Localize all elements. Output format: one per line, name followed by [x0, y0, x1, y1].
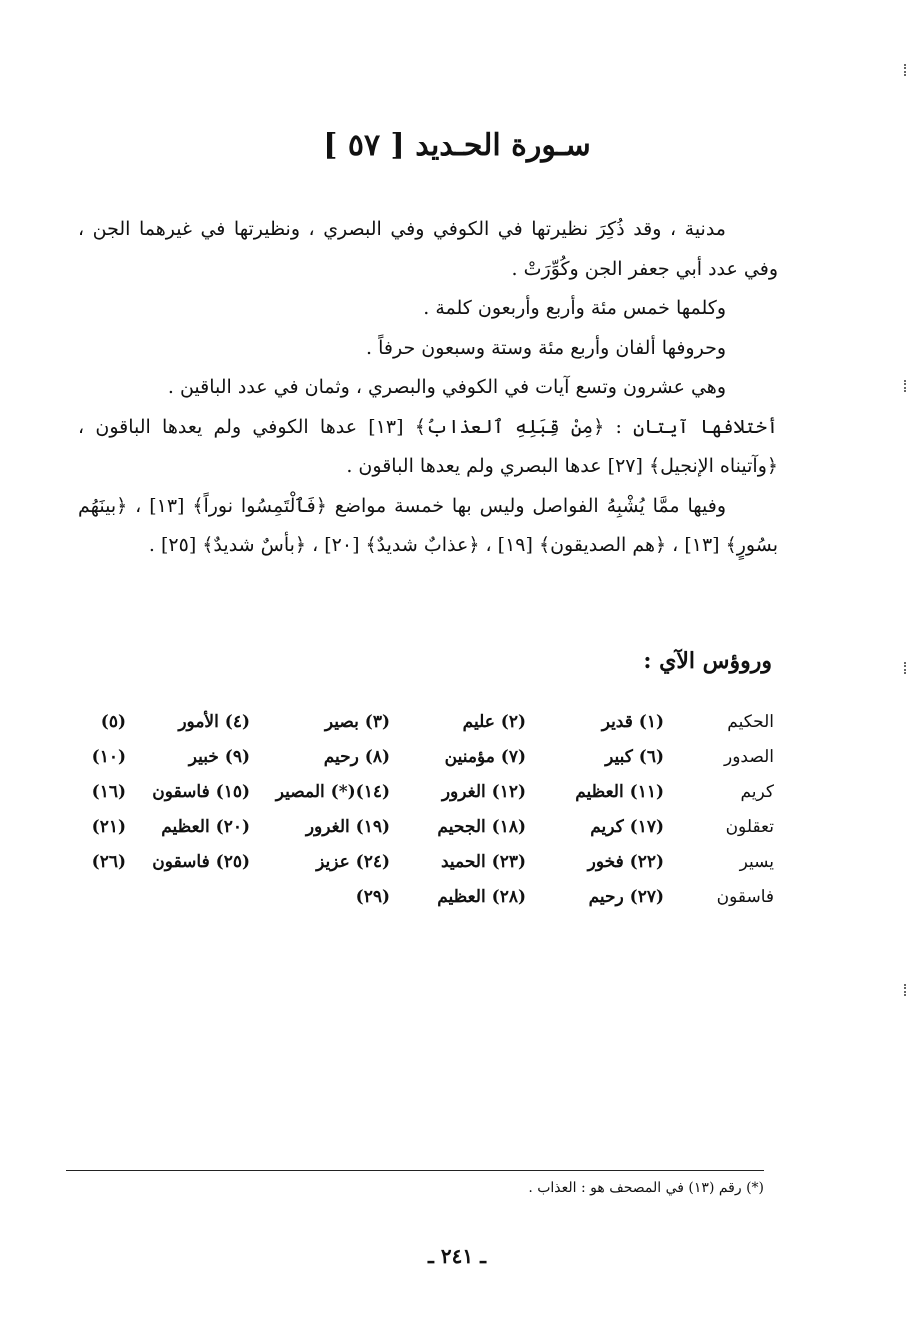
verse-entry: (٨) رحيم	[323, 747, 390, 767]
verse-entry: كريم	[740, 782, 774, 802]
verse-entry: (١٢) الغرور	[441, 782, 526, 802]
verse-entry: (١٧) كريم	[590, 817, 664, 837]
verse-entry: (٢٣) الحميد	[440, 852, 526, 872]
verse-column	[110, 705, 250, 880]
verse-entry: تعقلون	[725, 817, 774, 837]
verse-entry: يسير	[739, 852, 774, 872]
differences-paragraph: أختلافها آيتان : ﴿مِنْ قِبَلِهِ ٱلعذابُ﴾ [١٣] عدها الكوفي ولم يعدها الباقون ، ﴿وآتيناه الإنجيل﴾ [٢٧] عدها البصري ولم يعدها الباقون .	[78, 415, 779, 477]
verse-entry: (٩) خبير	[188, 747, 250, 767]
verse-entry: (١٩) الغرور	[305, 817, 390, 837]
verse-column	[386, 705, 526, 915]
verse-entry: (٢١)	[91, 817, 126, 837]
verse-heads-table	[70, 705, 774, 945]
verse-entry: (٢٦)	[91, 852, 126, 872]
margin-mark	[904, 662, 910, 674]
similar-endings-paragraph: وفيها ممَّا يُشْبِهُ الفواصل وليس بها خمسة مواضع ﴿فَٱلْتَمِسُوا نوراً﴾ [١٣] ، ﴿بينَهُم بسُورٍ﴾ [١٣] ، ﴿هم الصديقون﴾ [١٩] ، ﴿عذابٌ شديدٌ﴾ [٢٠] ، ﴿بأسٌ شديدٌ﴾ [٢٥] .	[78, 494, 778, 556]
verse-entry: (١٥) فاسقون	[152, 782, 250, 802]
verse-entry: (١٦)	[91, 782, 126, 802]
verse-entry: (٢٠) العظيم	[161, 817, 250, 837]
verse-entry: (٢٩)	[355, 887, 390, 907]
verse-entry: (٢٧) رحيم	[588, 887, 664, 907]
page-number: ـ ٢٤١ ـ	[428, 1244, 486, 1268]
verse-entry: (٥)	[100, 712, 126, 732]
verse-count-paragraph: وهي عشرون وتسع آيات في الكوفي والبصري ، وثمان في عدد الباقين .	[167, 376, 726, 398]
verse-entry: الصدور	[724, 747, 774, 767]
verse-entry: الحكيم	[727, 712, 774, 732]
verse-entry: (١١) العظيم	[575, 782, 664, 802]
footnote: (*) رقم (١٣) في المصحف هو : العذاب .	[528, 1180, 764, 1196]
verse-entry: (٧) مؤمنين	[444, 747, 526, 767]
verse-entry: فاسقون	[716, 887, 774, 907]
letter-count-paragraph: وحروفها ألفان وأربع مئة وستة وسبعون حرفاً .	[366, 336, 726, 359]
margin-mark	[904, 64, 910, 76]
verse-entry: (٢٥) فاسقون	[152, 852, 250, 872]
verse-column	[250, 705, 390, 915]
verse-entry: (٢٢) فخور	[587, 852, 664, 872]
footnote-divider	[66, 1170, 764, 1171]
surah-title: سـورة الحـديد [ ٥٧ ]	[323, 128, 591, 163]
margin-mark	[904, 380, 910, 392]
verse-entry: (٢٨) العظيم	[437, 887, 526, 907]
verse-entry: (٣) بصير	[324, 712, 390, 732]
intro-paragraph: مدنية ، وقد ذُكِرَ نظيرتها في الكوفي وفي البصري ، ونظيرتها في غيرهما الجن ، وفي عدد أبي جعفر الجن وكُوِّرَتْ .	[78, 218, 778, 280]
verse-entry: (١) قدير	[601, 712, 664, 732]
word-count-paragraph: وكلمها خمس مئة وأربع وأربعون كلمة .	[423, 297, 726, 319]
verse-entry: (١٤)(*) المصير	[275, 782, 390, 802]
margin-mark	[904, 984, 910, 996]
verse-column	[70, 705, 126, 880]
verse-entry: (١٨) الجحيم	[437, 817, 526, 837]
verse-entry: (٤) الأمور	[178, 712, 250, 732]
verse-entry: (٢٤) عزيز	[316, 852, 390, 872]
verse-entry: (٢) عليم	[462, 712, 526, 732]
intro-text	[78, 210, 778, 566]
verse-entry: (٦) كبير	[605, 747, 664, 767]
verse-heads-heading: وروؤس الآي :	[643, 648, 772, 674]
verse-column	[524, 705, 664, 915]
verse-entry: (١٠)	[91, 747, 126, 767]
